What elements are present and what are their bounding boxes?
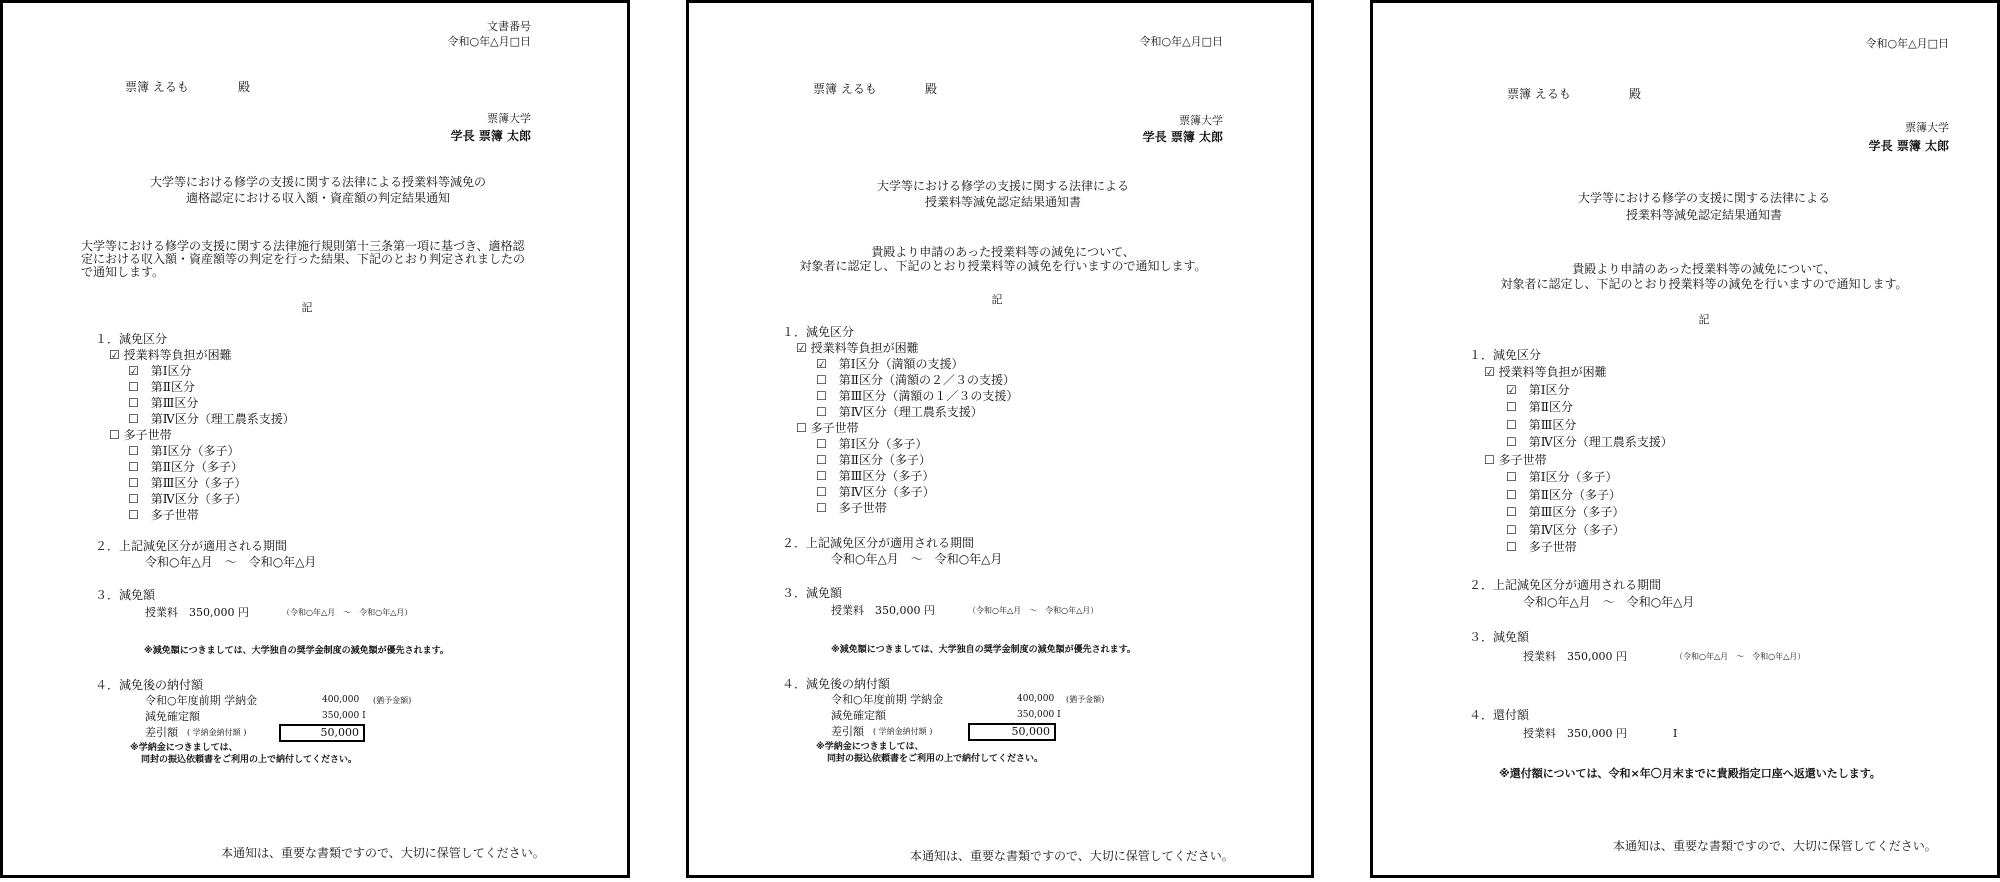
checkbox-icon: ☑	[1506, 383, 1517, 397]
checkbox-icon: ☐	[1506, 418, 1517, 432]
president-name: 学長 票簿 太郎	[1142, 130, 1223, 144]
category-multi-label: 多子世帯	[810, 421, 859, 435]
checkbox-icon: ☐	[128, 492, 139, 506]
notice-title-line1: 大学等における修学の支援に関する法律による	[876, 179, 1129, 193]
checkbox-icon: ☐	[128, 380, 139, 394]
list-item	[128, 397, 198, 409]
section-3-title: ３．減免額	[782, 586, 843, 600]
list-item	[128, 413, 295, 425]
category-multi	[796, 422, 859, 434]
item-label: 第Ⅲ区分（多子）	[150, 476, 247, 490]
checkbox-icon: ☐	[816, 405, 827, 419]
category-difficult	[109, 349, 232, 361]
addressee-honorific: 殿	[925, 82, 938, 96]
list-item	[128, 365, 192, 377]
item-label: 第Ⅲ区分（多子）	[1528, 505, 1625, 519]
ki-marker: 記	[1698, 313, 1710, 326]
payment-row-1-value: 400,000	[1017, 694, 1055, 704]
checkbox-multi-icon: ☐	[109, 428, 124, 442]
issue-date: 令和○年△月□日	[1139, 35, 1223, 48]
list-item	[816, 454, 931, 466]
notice-body-line1: 貴殿より申請のあった授業料等の減免について、	[871, 245, 1135, 259]
item-label: 第Ⅳ区分（多子）	[1528, 523, 1625, 537]
addressee-honorific: 殿	[1629, 87, 1642, 101]
checkbox-icon: ☐	[1506, 470, 1517, 484]
list-item	[128, 477, 246, 489]
checkbox-icon: ☐	[128, 444, 139, 458]
payment-row-3-note: ( 学納金納付額 )	[873, 727, 933, 736]
payment-row-1-note: (猶予金額)	[373, 696, 412, 705]
payment-row-1-label: 令和○年度前期 学納金	[145, 694, 258, 707]
list-item	[816, 374, 1015, 386]
notice-title-line1: 大学等における修学の支援に関する法律による	[1577, 191, 1830, 205]
payment-row-1-note: (猶予金額)	[1066, 695, 1105, 704]
list-item	[1506, 489, 1621, 501]
checkbox-icon: ☐	[816, 389, 827, 403]
checkbox-icon: ☑	[816, 357, 827, 371]
list-item	[1506, 471, 1618, 483]
notice-page-1	[0, 0, 630, 878]
checkbox-icon: ☐	[128, 476, 139, 490]
checkbox-icon: ☐	[816, 501, 827, 515]
item-label: 第Ⅱ区分（満額の２／３の支援）	[838, 373, 1015, 387]
university-name: 票簿大学	[487, 112, 531, 125]
checkbox-multi-icon: ☐	[1484, 453, 1499, 467]
list-item	[816, 358, 964, 370]
category-difficult	[1484, 366, 1607, 378]
reduction-period: （令和○年△月 ～ 令和○年△月）	[1675, 652, 1806, 661]
item-label: 第Ⅰ区分（多子）	[1528, 470, 1618, 484]
item-label: 第Ⅳ区分（理工農系支援）	[838, 405, 983, 419]
checkbox-icon: ☐	[1506, 540, 1517, 554]
section-2-title: ２．上記減免区分が適用される期間	[95, 539, 288, 553]
section-1-title: １．減免区分	[1469, 348, 1542, 362]
issue-date: 令和○年△月□日	[1865, 37, 1949, 50]
reduction-period: （令和○年△月 ～ 令和○年△月）	[968, 606, 1099, 615]
university-name: 票簿大学	[1179, 114, 1223, 127]
checkbox-icon: ☐	[816, 469, 827, 483]
category-multi	[1484, 454, 1547, 466]
list-item	[128, 493, 247, 505]
checkbox-multi-icon: ☐	[796, 421, 811, 435]
notice-body-line2: 対象者に認定し、下記のとおり授業料等の減免を行いますので通知します。	[799, 259, 1207, 273]
applicable-period: 令和○年△月 ～ 令和○年△月	[145, 555, 317, 569]
refund-mark: I	[1673, 727, 1678, 740]
item-label: 第Ⅲ区分（多子）	[838, 469, 935, 483]
footer-note: 本通知は、重要な書類ですので、大切に保管してください。	[1613, 839, 1937, 853]
payment-amount-box: 50,000	[968, 723, 1056, 741]
list-item	[1506, 401, 1573, 413]
list-item	[816, 438, 928, 450]
item-label: 第Ⅲ区分	[1528, 418, 1577, 432]
payment-row-3-label: 差引額	[831, 725, 864, 738]
item-label: 第Ⅱ区分（多子）	[150, 460, 243, 474]
item-label: 第Ⅱ区分（多子）	[838, 453, 931, 467]
list-item	[128, 381, 195, 393]
notice-title-line1: 大学等における修学の支援に関する法律による授業料等減免の	[149, 175, 486, 189]
notice-body-line1: 貴殿より申請のあった授業料等の減免について、	[1572, 262, 1836, 276]
notice-title-line2: 授業料等減免認定結果通知書	[1625, 208, 1782, 222]
item-label: 第Ⅳ区分（理工農系支援）	[1528, 435, 1673, 449]
payment-row-1-value: 400,000	[322, 695, 360, 705]
category-multi-label: 多子世帯	[1498, 453, 1547, 467]
issue-date: 令和○年△月□日	[447, 35, 531, 48]
list-item	[816, 486, 935, 498]
checkbox-icon: ☐	[128, 396, 139, 410]
item-label: 多子世帯	[1528, 540, 1577, 554]
reduction-amount: 授業料 350,000 円	[1523, 650, 1627, 663]
university-name: 票簿大学	[1905, 121, 1949, 134]
notice-page-2	[686, 0, 1314, 878]
item-label: 第Ⅲ区分	[150, 396, 199, 410]
president-name: 学長 票簿 太郎	[450, 129, 531, 143]
category-multi	[109, 429, 172, 441]
doc-number: 文書番号	[487, 20, 531, 33]
payment-note-2: 同封の振込依頼書をご利用の上で納付してください。	[141, 755, 358, 765]
item-label: 第Ⅳ区分（多子）	[838, 485, 935, 499]
checkbox-icon: ☐	[1506, 435, 1517, 449]
notice-body-line2: 対象者に認定し、下記のとおり授業料等の減免を行いますので通知します。	[1500, 277, 1908, 291]
category-multi-label: 多子世帯	[123, 428, 172, 442]
checkbox-icon: ☐	[1506, 505, 1517, 519]
checkbox-icon: ☐	[816, 437, 827, 451]
checkbox-icon: ☐	[128, 412, 139, 426]
payment-row-2-value: 350,000 I	[322, 711, 366, 721]
priority-note: ※減免額につきましては、大学独自の奨学金制度の減免額が優先されます。	[144, 646, 449, 656]
payment-row-2-label: 減免確定額	[831, 709, 886, 722]
item-label: 第Ⅱ区分	[150, 380, 195, 394]
payment-row-2-value: 350,000 I	[1017, 710, 1061, 720]
payment-row-3-note: ( 学納金納付額 )	[187, 728, 247, 737]
item-label: 第Ⅰ区分（多子）	[838, 437, 928, 451]
applicable-period: 令和○年△月 ～ 令和○年△月	[1523, 595, 1695, 609]
list-item	[128, 461, 243, 473]
item-label: 第Ⅱ区分	[1528, 400, 1573, 414]
notice-body: 大学等における修学の支援に関する法律施行規則第十三条第一項に基づき、適格認定における収入額・資産額等の判定を行った結果、下記のとおり判定されましたので通知します。	[81, 239, 526, 279]
list-item	[816, 406, 983, 418]
list-item	[816, 502, 887, 514]
reduction-amount: 授業料 350,000 円	[145, 606, 249, 619]
payment-note-2: 同封の振込依頼書をご利用の上で納付してください。	[827, 754, 1044, 764]
payment-note-1: ※学納金につきましては、	[816, 742, 924, 752]
category-difficult-label: 授業料等負担が困難	[1498, 365, 1607, 379]
item-label: 多子世帯	[838, 501, 887, 515]
item-label: 第Ⅰ区分（多子）	[150, 444, 240, 458]
list-item	[1506, 524, 1625, 536]
applicable-period: 令和○年△月 ～ 令和○年△月	[831, 552, 1003, 566]
item-label: 第Ⅲ区分（満額の１／３の支援）	[838, 389, 1019, 403]
checkbox-icon: ☐	[128, 508, 139, 522]
ki-marker: 記	[301, 301, 313, 314]
addressee-name: 票簿 えるも	[813, 82, 877, 96]
item-label: 第Ⅰ区分	[150, 364, 192, 378]
list-item	[1506, 506, 1624, 518]
notice-title-line2: 授業料等減免認定結果通知書	[924, 195, 1081, 209]
reduction-period: （令和○年△月 ～ 令和○年△月）	[282, 608, 413, 617]
refund-note: ※還付額については、令和×年〇月末までに貴殿指定口座へ返還いたします。	[1499, 767, 1881, 780]
addressee-name: 票簿 えるも	[125, 80, 189, 94]
payment-note-1: ※学納金につきましては、	[130, 743, 238, 753]
list-item	[128, 509, 199, 521]
checkbox-icon: ☐	[1506, 523, 1517, 537]
section-4-title: ４．減免後の納付額	[95, 678, 204, 692]
checkbox-icon: ☐	[816, 453, 827, 467]
notice-title-line2: 適格認定における収入額・資産額の判定結果通知	[185, 191, 450, 205]
payment-row-1-label: 令和○年度前期 学納金	[831, 693, 944, 706]
section-2-title: ２．上記減免区分が適用される期間	[1469, 578, 1662, 592]
list-item	[1506, 384, 1570, 396]
checkbox-icon: ☑	[128, 364, 139, 378]
reduction-amount: 授業料 350,000 円	[831, 604, 935, 617]
refund-amount: 授業料 350,000 円	[1523, 727, 1627, 740]
category-difficult-label: 授業料等負担が困難	[810, 341, 919, 355]
checkbox-difficult-icon: ☑	[796, 341, 811, 355]
item-label: 第Ⅳ区分（多子）	[150, 492, 247, 506]
checkbox-icon: ☐	[816, 485, 827, 499]
president-name: 学長 票簿 太郎	[1868, 139, 1949, 153]
payment-row-2-label: 減免確定額	[145, 710, 200, 723]
footer-note: 本通知は、重要な書類ですので、大切に保管してください。	[221, 846, 545, 860]
item-label: 第Ⅰ区分	[1528, 383, 1570, 397]
checkbox-difficult-icon: ☑	[109, 348, 124, 362]
category-difficult	[796, 342, 919, 354]
payment-row-3-label: 差引額	[145, 726, 178, 739]
payment-amount-box: 50,000	[279, 724, 365, 742]
checkbox-difficult-icon: ☑	[1484, 365, 1499, 379]
checkbox-icon: ☐	[128, 460, 139, 474]
section-3-title: ３．減免額	[95, 588, 156, 602]
section-2-title: ２．上記減免区分が適用される期間	[782, 536, 975, 550]
notice-page-3	[1370, 0, 2000, 878]
section-1-title: １．減免区分	[95, 332, 168, 346]
checkbox-icon: ☐	[1506, 488, 1517, 502]
section-3-title: ３．減免額	[1469, 630, 1530, 644]
section-4-title: ４．減免後の納付額	[782, 677, 891, 691]
section-1-title: １．減免区分	[782, 325, 855, 339]
priority-note: ※減免額につきましては、大学独自の奨学金制度の減免額が優先されます。	[831, 645, 1136, 655]
checkbox-icon: ☐	[816, 373, 827, 387]
list-item	[1506, 436, 1673, 448]
list-item	[1506, 419, 1576, 431]
list-item	[816, 470, 934, 482]
item-label: 第Ⅳ区分（理工農系支援）	[150, 412, 295, 426]
ki-marker: 記	[991, 293, 1003, 306]
addressee-honorific: 殿	[238, 80, 251, 94]
list-item	[1506, 541, 1577, 553]
list-item	[128, 445, 240, 457]
addressee-name: 票簿 えるも	[1507, 87, 1571, 101]
item-label: 第Ⅰ区分（満額の支援）	[838, 357, 964, 371]
category-difficult-label: 授業料等負担が困難	[123, 348, 232, 362]
footer-note: 本通知は、重要な書類ですので、大切に保管してください。	[910, 849, 1234, 863]
item-label: 第Ⅱ区分（多子）	[1528, 488, 1621, 502]
list-item	[816, 390, 1018, 402]
section-4-title: ４．還付額	[1469, 708, 1530, 722]
checkbox-icon: ☐	[1506, 400, 1517, 414]
item-label: 多子世帯	[150, 508, 199, 522]
